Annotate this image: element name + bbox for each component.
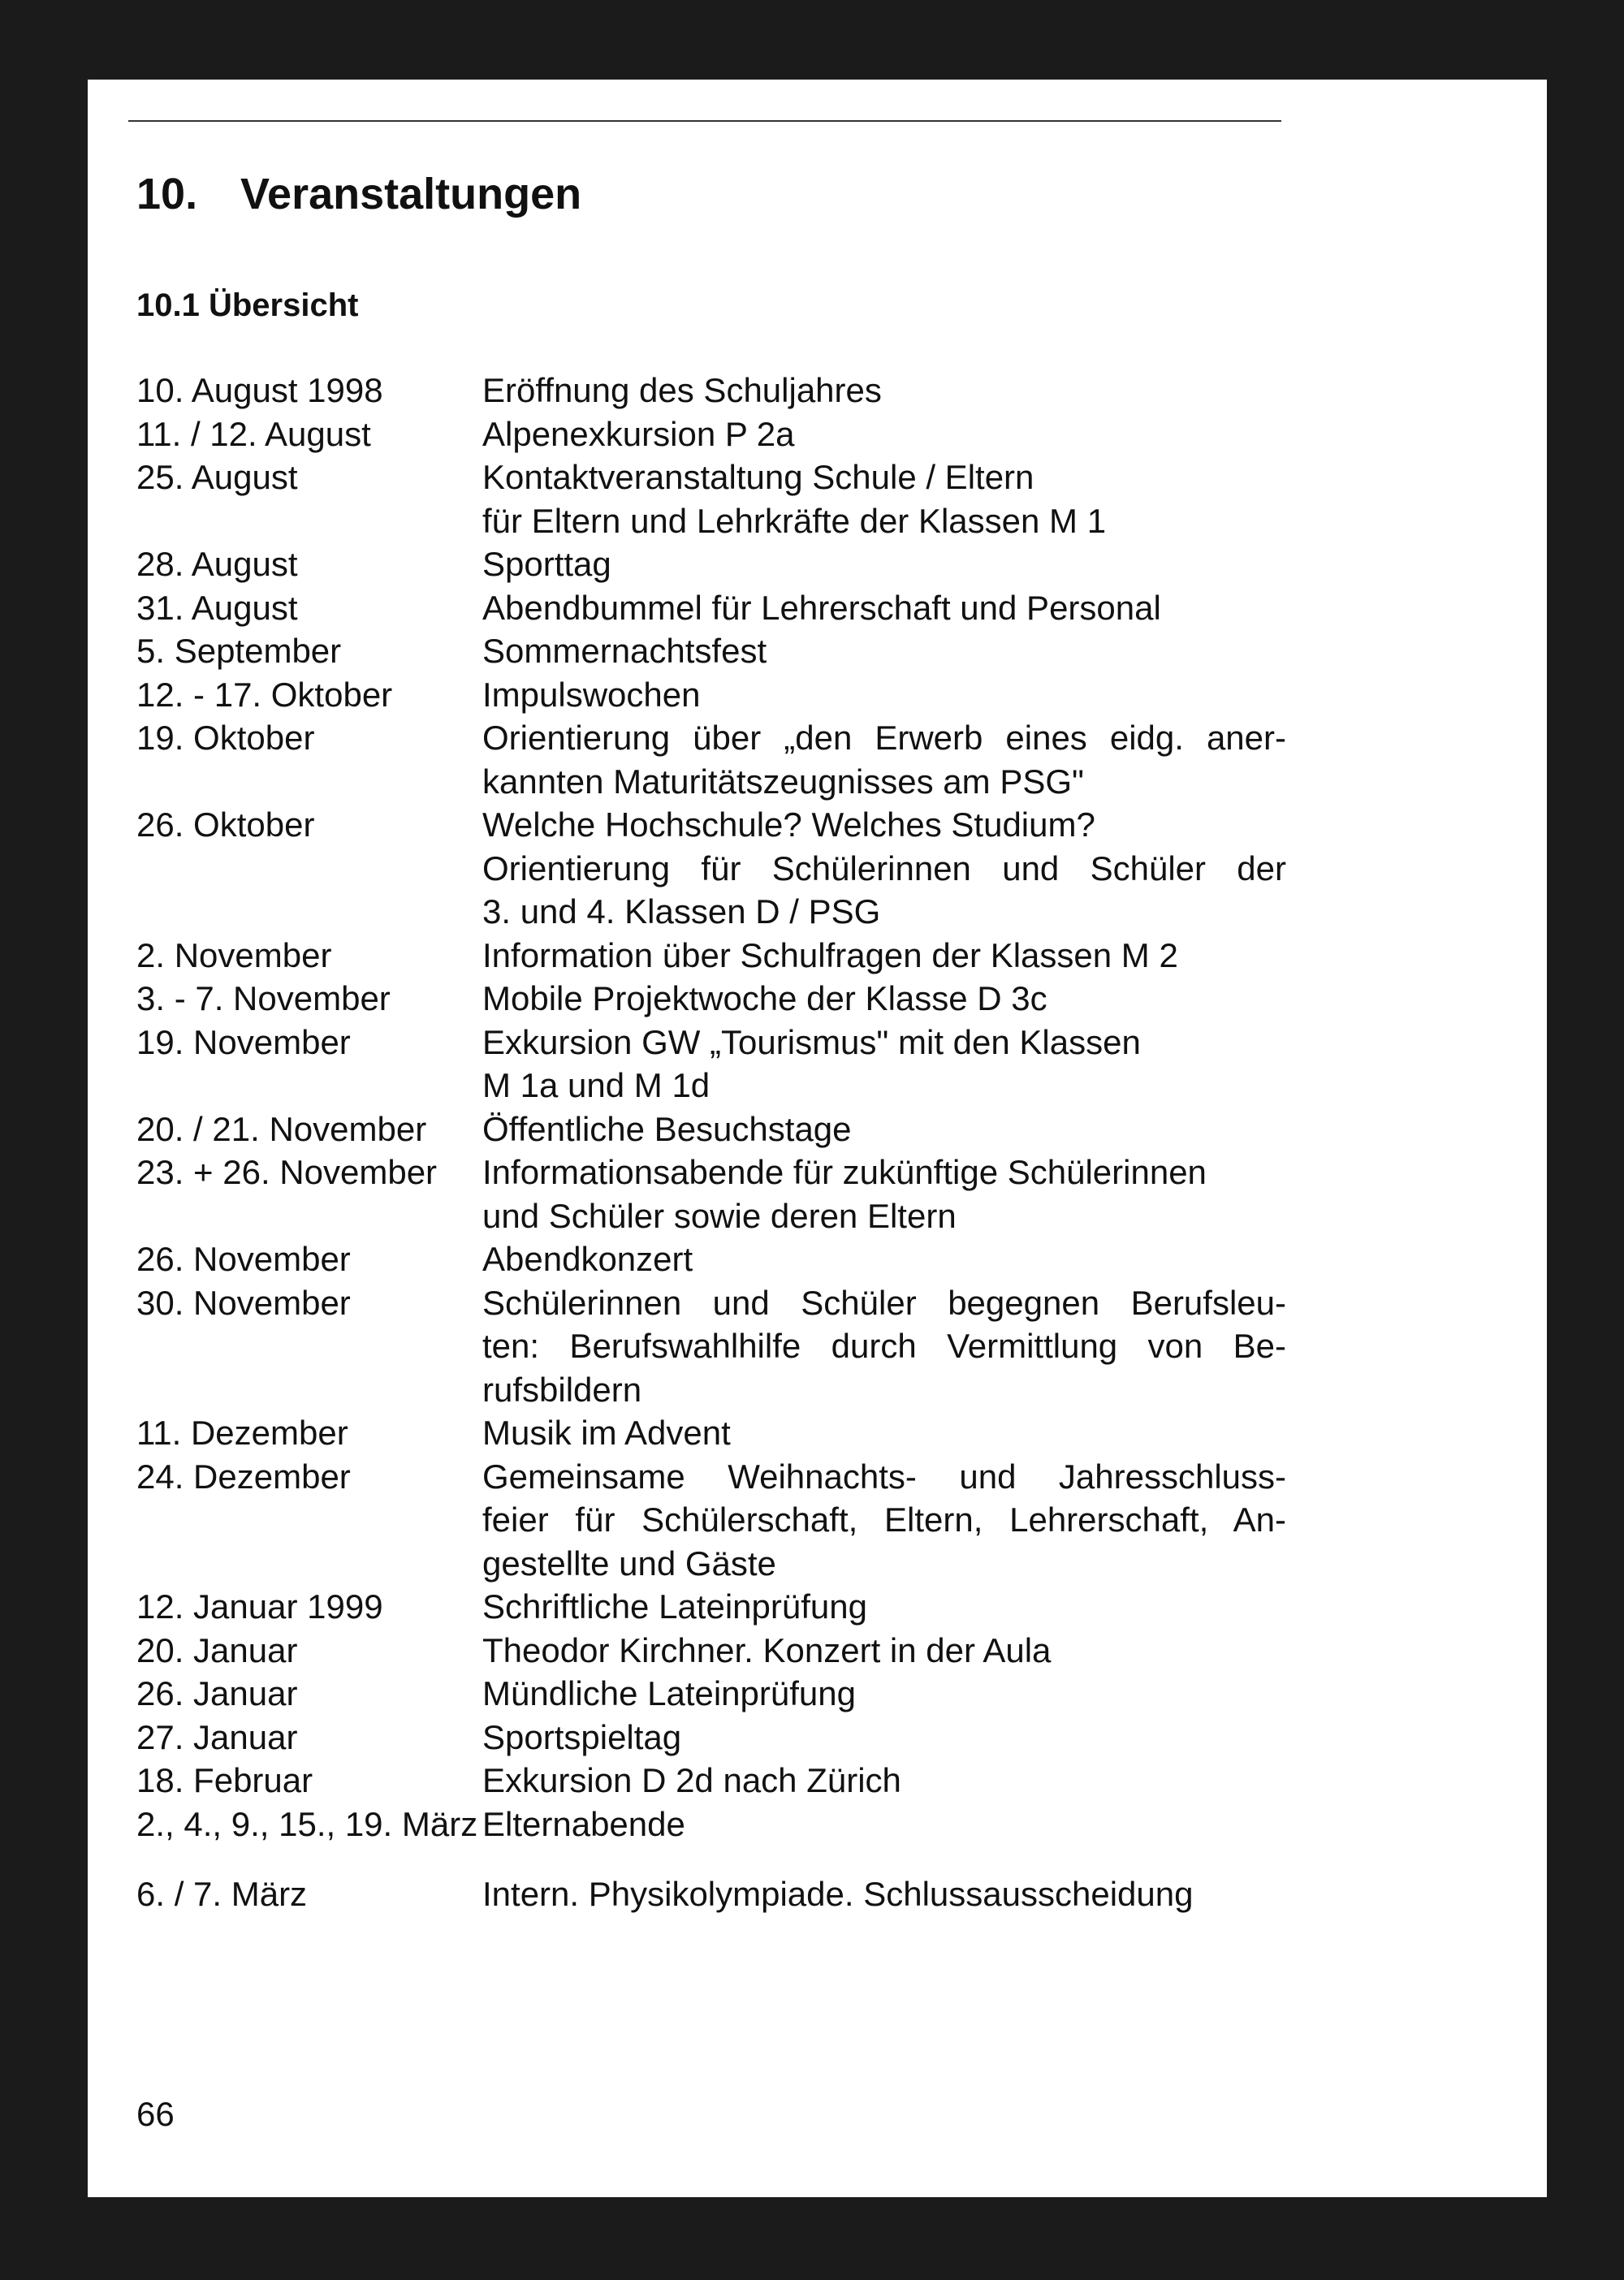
- event-date: 12. Januar 1999: [136, 1587, 383, 1626]
- event-description: [482, 1021, 1286, 1108]
- event-description: [482, 716, 1286, 803]
- event-line: ten: Berufswahlhilfe durch Vermittlung von Be-: [482, 1327, 1286, 1365]
- event-description: [482, 934, 1286, 978]
- event-row: [136, 1872, 1379, 1916]
- chapter-title-text: Veranstaltungen: [240, 170, 582, 218]
- event-row: [136, 586, 1379, 630]
- event-description: [482, 1237, 1286, 1281]
- event-date: 3. - 7. November: [136, 979, 391, 1017]
- event-date: 18. Februar: [136, 1761, 313, 1799]
- event-line: M 1a und M 1d: [482, 1066, 710, 1104]
- event-row: [136, 934, 1379, 978]
- chapter-title: [136, 169, 581, 219]
- chapter-number: 10.: [136, 170, 198, 218]
- event-line: Öffentliche Besuchstage: [482, 1109, 852, 1148]
- event-date: 27. Januar: [136, 1717, 298, 1756]
- event-description: [482, 1803, 1286, 1846]
- event-row: [136, 1151, 1379, 1237]
- event-row: [136, 1803, 1379, 1846]
- event-description: [482, 1455, 1286, 1586]
- event-row: [136, 369, 1379, 412]
- event-row: [136, 629, 1379, 673]
- event-date: 2. November: [136, 935, 332, 974]
- event-line: Musik im Advent: [482, 1414, 731, 1452]
- event-line: Impulswochen: [482, 675, 701, 714]
- event-row: [136, 1237, 1379, 1281]
- event-description: [482, 369, 1286, 412]
- event-row: [136, 1108, 1379, 1151]
- event-date: 20. / 21. November: [136, 1109, 427, 1148]
- event-row: [136, 1716, 1379, 1760]
- event-date: 10. August 1998: [136, 371, 383, 409]
- event-line: Intern. Physikolympiade. Schlussausscheidung: [482, 1875, 1194, 1913]
- event-line: Information über Schulfragen der Klassen M 2: [482, 935, 1178, 974]
- event-description: [482, 629, 1286, 673]
- event-description: [482, 1716, 1286, 1760]
- event-date: 11. / 12. August: [136, 414, 371, 453]
- event-row: [136, 803, 1379, 934]
- event-line: kannten Maturitätszeugnisses am PSG": [482, 762, 1084, 801]
- event-line: Mündliche Lateinprüfung: [482, 1674, 856, 1712]
- event-line: Exkursion GW „Tourismus" mit den Klassen: [482, 1022, 1141, 1061]
- event-line: Orientierung über „den Erwerb eines eidg. aner-: [482, 719, 1286, 757]
- page-number: 66: [136, 2095, 175, 2133]
- event-date: 28. August: [136, 545, 298, 583]
- event-description: [482, 1759, 1286, 1803]
- event-row: [136, 1411, 1379, 1455]
- event-line: Abendbummel für Lehrerschaft und Personal: [482, 588, 1161, 627]
- event-description: [482, 1411, 1286, 1455]
- event-row: [136, 1455, 1379, 1586]
- event-line: Alpenexkursion P 2a: [482, 414, 795, 453]
- event-date: 11. Dezember: [136, 1414, 348, 1452]
- event-date: 20. Januar: [136, 1630, 298, 1669]
- event-description: [482, 412, 1286, 456]
- event-row: [136, 673, 1379, 717]
- event-date: 5. September: [136, 632, 342, 670]
- event-line: 3. und 4. Klassen D / PSG: [482, 892, 881, 931]
- event-row: [136, 1672, 1379, 1716]
- event-line: Informationsabende für zukünftige Schülerinnen: [482, 1153, 1207, 1191]
- event-line: gestellte und Gäste: [482, 1544, 776, 1583]
- event-description: [482, 586, 1286, 630]
- event-line: Mobile Projektwoche der Klasse D 3c: [482, 979, 1047, 1017]
- event-line: Exkursion D 2d nach Zürich: [482, 1761, 901, 1799]
- event-line: Orientierung für Schülerinnen und Schüler der: [482, 849, 1286, 887]
- event-line: Sportspieltag: [482, 1717, 682, 1756]
- event-date: 24. Dezember: [136, 1457, 351, 1496]
- event-line: Sporttag: [482, 545, 611, 583]
- event-date: 19. November: [136, 1022, 351, 1061]
- event-line: Elternabende: [482, 1804, 685, 1843]
- event-line: Gemeinsame Weihnachts- und Jahresschluss-: [482, 1457, 1286, 1496]
- event-description: [482, 456, 1286, 542]
- event-line: Abendkonzert: [482, 1240, 693, 1278]
- event-date: 26. Oktober: [136, 805, 315, 844]
- event-line: Welche Hochschule? Welches Studium?: [482, 805, 1095, 844]
- event-row: [136, 1759, 1379, 1803]
- event-schedule: [136, 369, 1379, 1916]
- event-line: Theodor Kirchner. Konzert in der Aula: [482, 1630, 1052, 1669]
- event-line: und Schüler sowie deren Eltern: [482, 1196, 957, 1235]
- event-line: Schriftliche Lateinprüfung: [482, 1587, 867, 1626]
- event-date: 6. / 7. März: [136, 1875, 308, 1913]
- event-date: 30. November: [136, 1283, 351, 1322]
- event-row: [136, 1281, 1379, 1412]
- event-date: 26. November: [136, 1240, 351, 1278]
- event-line: rufsbildern: [482, 1370, 642, 1409]
- event-line: Kontaktveranstaltung Schule / Eltern: [482, 458, 1034, 496]
- event-line: für Eltern und Lehrkräfte der Klassen M 1: [482, 501, 1107, 540]
- event-date: 25. August: [136, 458, 298, 496]
- event-line: Schülerinnen und Schüler begegnen Berufsleu-: [482, 1283, 1286, 1322]
- event-description: [482, 542, 1286, 586]
- event-row: [136, 542, 1379, 586]
- section-title: 10.1 Übersicht: [136, 287, 359, 323]
- event-row: [136, 1629, 1379, 1673]
- event-row: [136, 1021, 1379, 1108]
- event-date: 12. - 17. Oktober: [136, 675, 393, 714]
- event-description: [482, 803, 1286, 934]
- event-date: 2., 4., 9., 15., 19. März: [136, 1804, 478, 1843]
- event-row: [136, 456, 1379, 542]
- event-line: Sommernachtsfest: [482, 632, 767, 670]
- event-description: [482, 1672, 1286, 1716]
- event-date: 26. Januar: [136, 1674, 298, 1712]
- event-row: [136, 977, 1379, 1021]
- event-line: Eröffnung des Schuljahres: [482, 371, 882, 409]
- event-date: 23. + 26. November: [136, 1153, 438, 1191]
- event-description: [482, 1629, 1286, 1673]
- event-description: [482, 1108, 1286, 1151]
- event-row: [136, 716, 1379, 803]
- event-date: 31. August: [136, 588, 298, 627]
- event-row: [136, 1585, 1379, 1629]
- event-description: [482, 1585, 1286, 1629]
- event-row: [136, 412, 1379, 456]
- event-line: feier für Schülerschaft, Eltern, Lehrerschaft, An-: [482, 1501, 1286, 1539]
- header-rule: [128, 120, 1281, 122]
- event-date: 19. Oktober: [136, 719, 315, 757]
- event-description: [482, 1872, 1286, 1916]
- event-description: [482, 1281, 1286, 1412]
- event-description: [482, 1151, 1286, 1237]
- event-description: [482, 977, 1286, 1021]
- event-description: [482, 673, 1286, 717]
